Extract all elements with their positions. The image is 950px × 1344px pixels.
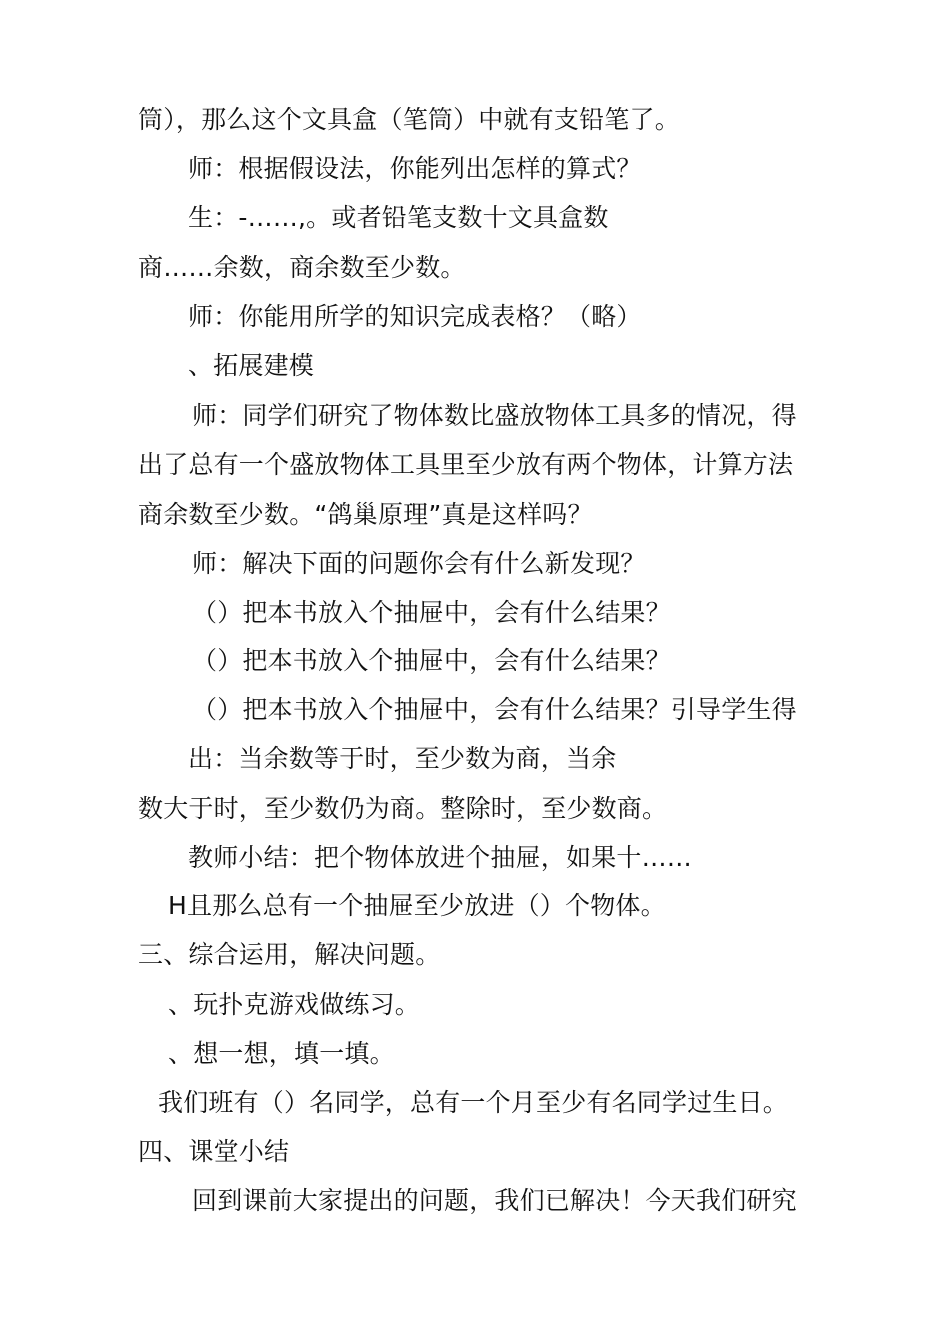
text-line: （）把本书放入个抽屉中，会有什么结果？引导学生得 bbox=[192, 695, 797, 724]
text-line: （）把本书放入个抽屉中，会有什么结果？ bbox=[192, 646, 671, 675]
section-heading: 四、课堂小结 bbox=[138, 1137, 290, 1166]
text-line: 师：你能用所学的知识完成表格？（略） bbox=[188, 302, 642, 331]
text-line: 、玩扑克游戏做练习。 bbox=[168, 990, 421, 1019]
text-line: 回到课前大家提出的问题，我们已解决！今天我们研究 bbox=[192, 1186, 797, 1215]
text-line: 生：-……,。或者铅笔支数十文具盒数 bbox=[188, 203, 609, 232]
text-line: 师：根据假设法，你能列出怎样的算式？ bbox=[188, 154, 642, 183]
text-line: （）把本书放入个抽屉中，会有什么结果？ bbox=[192, 598, 671, 627]
text-line: 出了总有一个盛放物体工具里至少放有两个物体，计算方法 bbox=[138, 450, 794, 479]
text-line: 师：解决下面的问题你会有什么新发现？ bbox=[192, 549, 646, 578]
text-line: 师：同学们研究了物体数比盛放物体工具多的情况，得 bbox=[192, 401, 797, 430]
text-line: 筒），那么这个文具盒（笔筒）中就有支铅笔了。 bbox=[138, 105, 680, 134]
section-heading: 、拓展建模 bbox=[188, 351, 315, 380]
text-line: 教师小结：把个物体放进个抽屉，如果十…… bbox=[188, 843, 693, 872]
text-line: 数大于时，至少数仍为商。整除时，至少数商。 bbox=[138, 794, 668, 823]
text-line: H且那么总有一个抽屉至少放进（）个物体。 bbox=[168, 891, 666, 920]
text-line: 我们班有（）名同学，总有一个月至少有名同学过生日。 bbox=[158, 1088, 789, 1117]
text-line: 出：当余数等于时，至少数为商，当余 bbox=[188, 744, 617, 773]
section-heading: 三、综合运用，解决问题。 bbox=[138, 940, 441, 969]
text-line: 商余数至少数。“鸽巢原理”真是这样吗？ bbox=[138, 500, 593, 529]
text-line: 、想一想，填一填。 bbox=[168, 1039, 395, 1068]
text-line: 商……余数，商余数至少数。 bbox=[138, 253, 466, 282]
